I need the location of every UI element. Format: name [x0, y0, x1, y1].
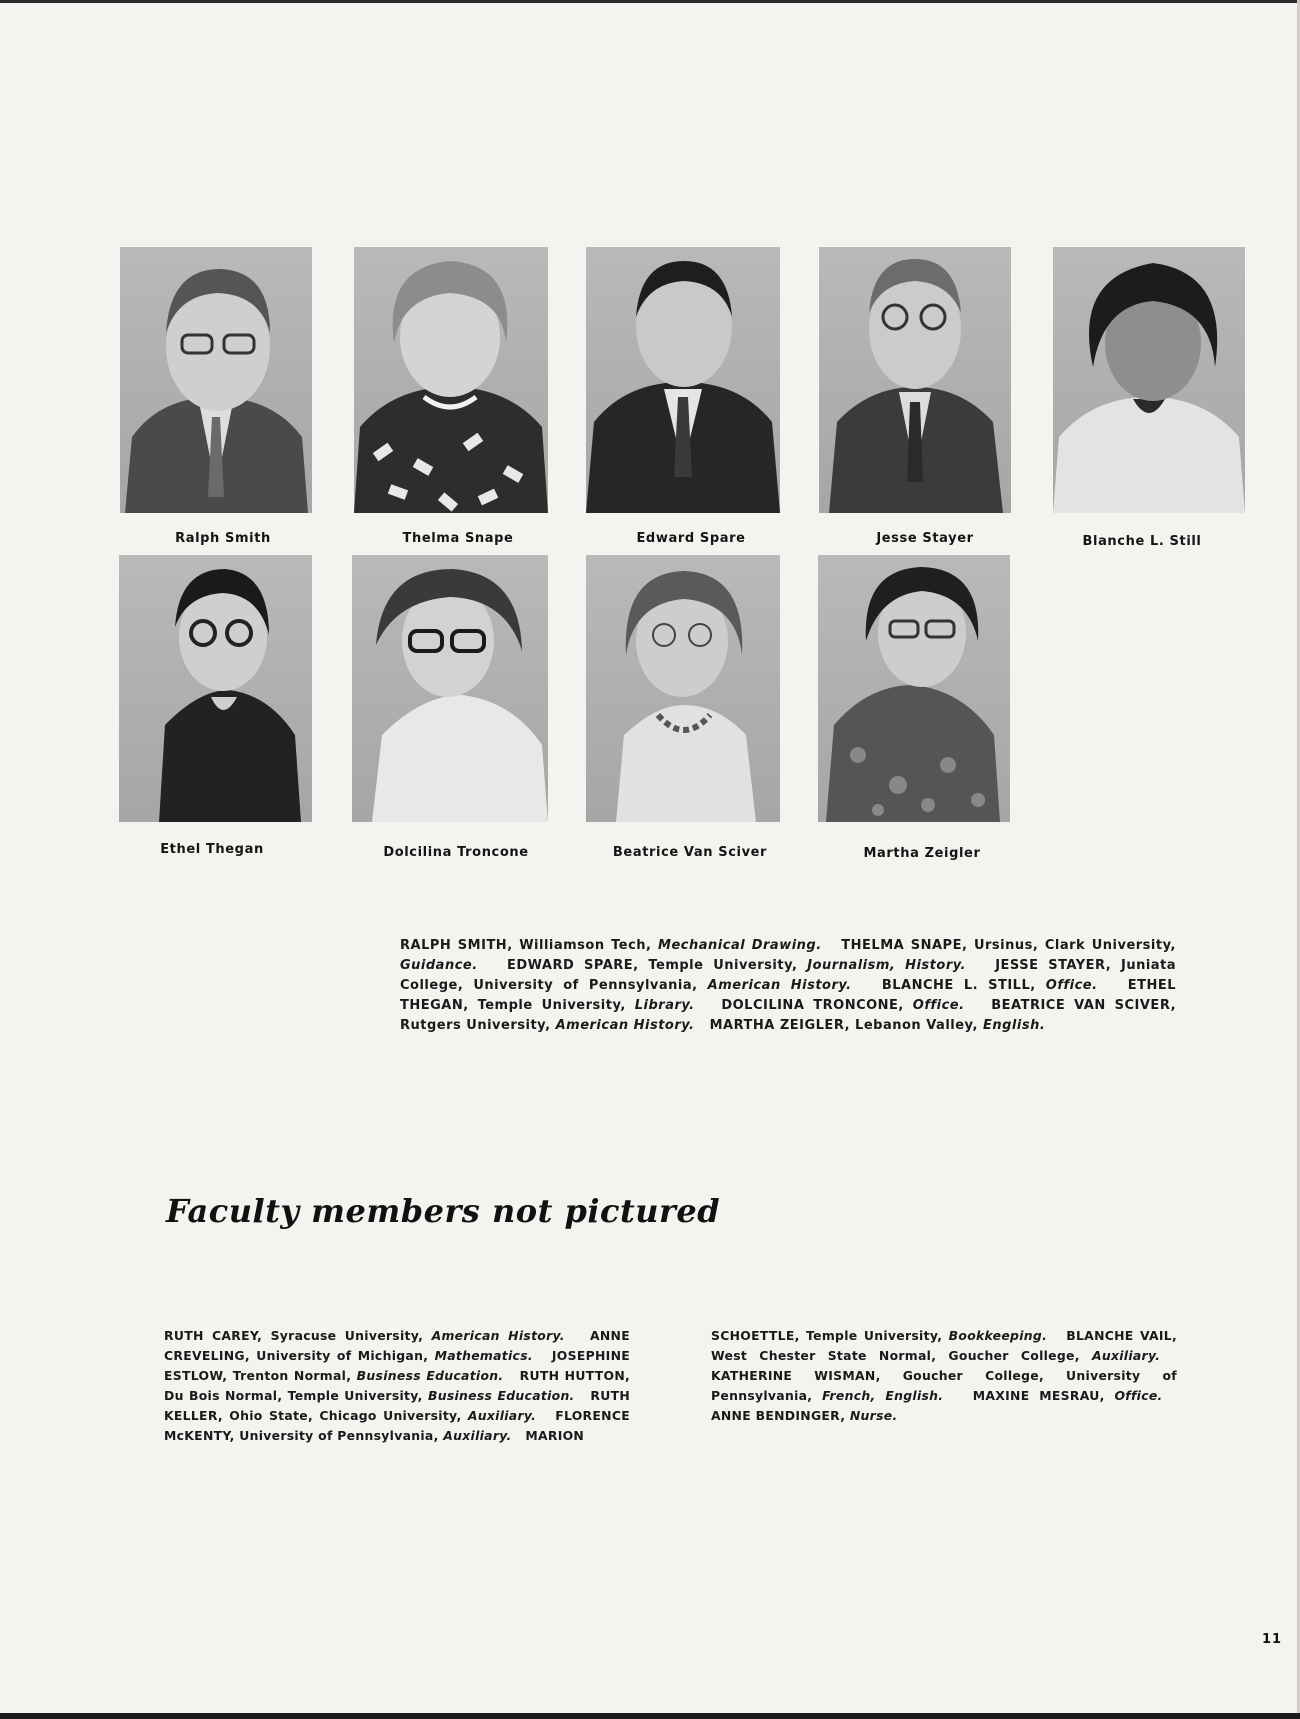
faculty-photo [354, 247, 548, 513]
photo-caption: Dolcilina Troncone [383, 845, 529, 860]
list-item: FLORENCE McKENTY, University of Pennsylvania, Auxiliary. [164, 1408, 630, 1443]
faculty-bio-paragraph [400, 936, 1176, 1036]
faculty-photo [818, 555, 1010, 822]
photo-caption: Ethel Thegan [160, 842, 264, 857]
list-item: RUTH CAREY, Syracuse University, American History. [164, 1328, 565, 1343]
photo-caption: Jesse Stayer [876, 531, 974, 546]
faculty-photo [819, 247, 1011, 513]
list-item: ANNE CREVELING, University of Michigan, Mathematics. [164, 1328, 630, 1363]
photo-caption: Blanche L. Still [1082, 534, 1202, 549]
list-item: BLANCHE VAIL, West Chester State Normal, Goucher College, Auxiliary. [711, 1328, 1177, 1363]
bio-entry: DOLCILINA TRONCONE, Office. [721, 998, 965, 1013]
list-item: SCHOETTLE, Temple University, Bookkeeping. [711, 1328, 1048, 1343]
list-item: MARION [525, 1428, 585, 1443]
faculty-photo [586, 555, 780, 822]
bio-entry: JESSE STAYER, Juniata College, University of Pennsylvania, American History. [400, 958, 1177, 993]
bio-entry: EDWARD SPARE, Temple University, Journalism, History. [506, 958, 966, 973]
section-title: Faculty members not pictured [166, 1192, 721, 1230]
not-pictured-column-left [164, 1326, 630, 1446]
faculty-photo [586, 247, 780, 513]
bio-entry: BLANCHE L. STILL, Office. [881, 978, 1098, 993]
bio-entry: RALPH SMITH, Williamson Tech, Mechanical Drawing. [400, 938, 822, 953]
photo-caption: Beatrice Van Sciver [612, 845, 768, 860]
bio-entry: ETHEL THEGAN, Temple University, Library. [400, 978, 1177, 1013]
photo-caption: Thelma Snape [402, 531, 514, 546]
list-item: RUTH KELLER, Ohio State, Chicago University, Auxiliary. [164, 1388, 630, 1423]
faculty-photo [1053, 247, 1245, 513]
list-item: MAXINE MESRAU, Office. [972, 1388, 1163, 1403]
list-item: JOSEPHINE ESTLOW, Trenton Normal, Business Education. [164, 1348, 631, 1383]
photo-caption: Edward Spare [636, 531, 746, 546]
scan-edge-bottom [0, 1713, 1300, 1719]
list-item: ANNE BENDINGER, Nurse. [711, 1408, 898, 1423]
faculty-photo [352, 555, 548, 822]
bio-entry: BEATRICE VAN SCIVER, Rutgers University, American History. [400, 998, 1177, 1033]
scan-edge-top [0, 0, 1300, 3]
list-item: KATHERINE WISMAN, Goucher College, University of Pennsylvania, French, English. [711, 1368, 1177, 1403]
faculty-photo [119, 555, 312, 822]
page-number: 11 [1262, 1632, 1283, 1647]
bio-entry: THELMA SNAPE, Ursinus, Clark University, Guidance. [400, 938, 1176, 973]
photo-caption: Martha Zeigler [863, 846, 981, 861]
not-pictured-column-right [711, 1326, 1177, 1426]
list-item: RUTH HUTTON, Du Bois Normal, Temple University, Business Education. [164, 1368, 631, 1403]
bio-entry: MARTHA ZEIGLER, Lebanon Valley, English. [709, 1018, 1046, 1033]
faculty-photo [120, 247, 312, 513]
photo-caption: Ralph Smith [175, 531, 271, 546]
